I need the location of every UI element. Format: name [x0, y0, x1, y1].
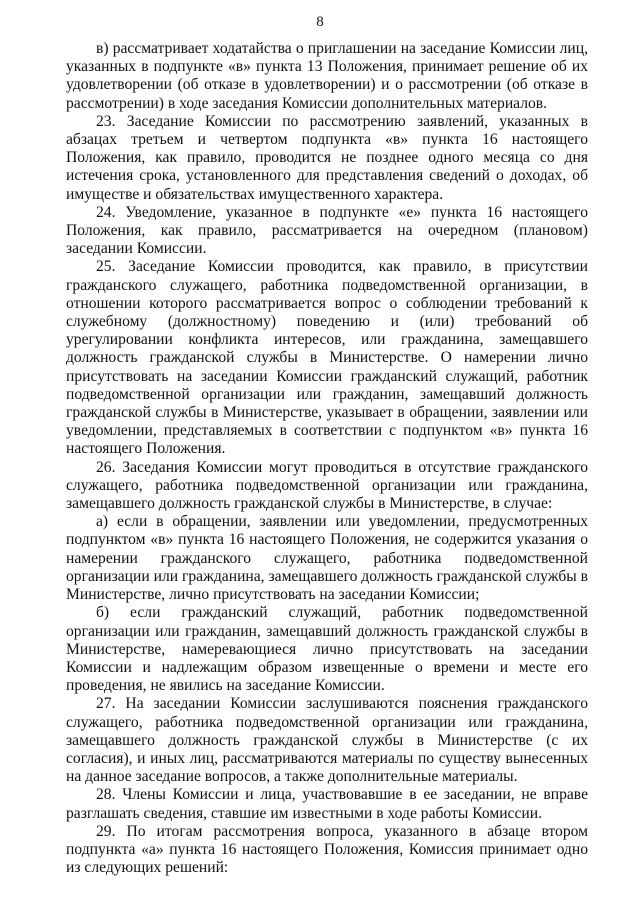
paragraph-25: 25. Заседание Комиссии проводится, как правило, в присутствии гражданского служащего, работника подведомственной организации, в отношении которого рассматривается вопрос о соблюдении требований к служебному (должностному) поведению и (или) требований об урегулировании конфликта интересов, или гражданина, замещавшего должность гражданской службы в Министерстве. О намерении лично присутствовать на заседании Комиссии гражданский служащий, работник подведомственной организации или гражданин, замещавший должность гражданской службы в Министерстве, указывает в обращении, заявлении или уведомлении, представляемых в соответствии с подпунктом «в» пункта 16 настоящего Положения.	[66, 258, 588, 458]
page-number: 8	[316, 14, 324, 30]
paragraph-24: 24. Уведомление, указанное в подпункте «е» пункта 16 настоящего Положения, как правило, рассматривается на очередном (плановом) заседании Комиссии.	[66, 203, 588, 258]
paragraph-26a: а) если в обращении, заявлении или уведомлении, предусмотренных подпунктом «в» пункта 16 настоящего Положения, не содержится указания о намерении гражданского служащего, работника подведомственной организации или гражданина, замещавшего должность гражданской службы в Министерстве, лично присутствовать на заседании Комиссии;	[66, 513, 589, 604]
paragraph-28: 28. Члены Комиссии и лица, участвовавшие в ее заседании, не вправе разглашать сведения, ставшие им известными в ходе работы Комиссии.	[66, 786, 588, 822]
document-body	[66, 40, 588, 877]
paragraph-23: 23. Заседание Комиссии по рассмотрению заявлений, указанных в абзацах третьем и четвертом подпункта «в» пункта 16 настоящего Положения, как правило, проводится не позднее одного месяца со дня истечения срока, установленного для представления сведений о доходах, об имуществе и обязательствах имущественного характера.	[66, 112, 588, 203]
paragraph-26b: б) если гражданский служащий, работник подведомственной организации или гражданин, замещавший должность гражданской службы в Министерстве, намеревающиеся лично присутствовать на заседании Комиссии и надлежащим образом извещенные о времени и месте его проведения, не явились на заседание Комиссии.	[66, 604, 588, 695]
paragraph-29: 29. По итогам рассмотрения вопроса, указанного в абзаце втором подпункта «а» пункта 16 настоящего Положения, Комиссия принимает одно из следующих решений:	[66, 822, 588, 877]
paragraph-27: 27. На заседании Комиссии заслушиваются пояснения гражданского служащего, работника подведомственной организации или гражданина, замещавшего должность гражданской службы в Министерстве (с их согласия), и иных лиц, рассматриваются материалы по существу вынесенных на данное заседание вопросов, а также дополнительные материалы.	[66, 695, 588, 786]
paragraph-26: 26. Заседания Комиссии могут проводиться в отсутствие гражданского служащего, работника подведомственной организации или гражданина, замещавшего должность гражданской службы в Министерстве, в случае:	[66, 458, 588, 513]
paragraph-22v: в) рассматривает ходатайства о приглашении на заседание Комиссии лиц, указанных в подпункте «в» пункта 13 Положения, принимает решение об их удовлетворении (об отказе в удовлетворении) и о рассмотрении (об отказе в рассмотрении) в ходе заседания Комиссии дополнительных материалов.	[66, 40, 588, 112]
